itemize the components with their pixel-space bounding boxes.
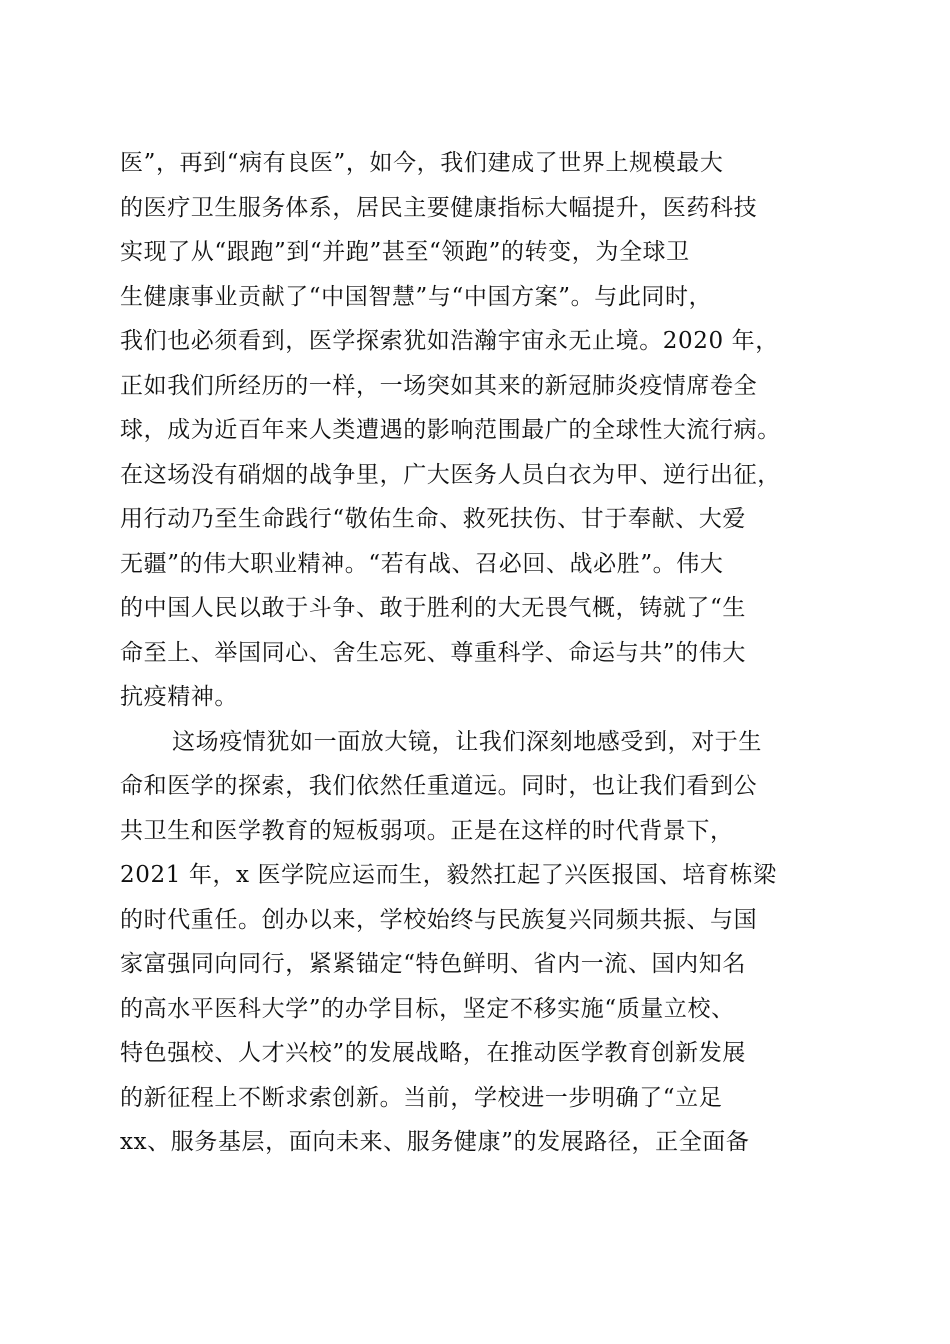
text-line: 生健康事业贡献了“中国智慧”与“中国方案”。与此同时，: [120, 283, 713, 310]
text-line: 的高水平医科大学”的办学目标，坚定不移实施“质量立校、: [120, 995, 735, 1022]
text-line: 正如我们所经历的一样，一场突如其来的新冠肺炎疫情席卷全: [120, 372, 758, 399]
text-line: 2021 年，x 医学院应运而生，毅然扛起了兴医报国、培育栋梁: [120, 862, 777, 888]
text-line: 无疆”的伟大职业精神。“若有战、召必回、战必胜”。伟大: [120, 550, 724, 577]
text-line: [120, 1165, 834, 1210]
text-line: 命至上、举国同心、舍生忘死、尊重科学、命运与共”的伟大: [120, 639, 746, 666]
text-line: 这场疫情犹如一面放大镜，让我们深刻地感受到，对于生: [172, 728, 762, 755]
paragraph-2: [120, 720, 834, 1210]
document-body: [120, 141, 834, 1209]
text-line: 抗疫精神。: [120, 684, 238, 710]
text-line: 医”，再到“病有良医”，如今，我们建成了世界上规模最大: [120, 150, 724, 176]
text-line: 实现了从“跟跑”到“并跑”甚至“领跑”的转变，为全球卫: [120, 239, 690, 265]
text-line: 球，成为近百年来人类遭遇的影响范围最广的全球性大流行病。: [120, 417, 781, 443]
text-line: xx、服务基层，面向未来、服务健康”的发展路径，正全面备: [120, 1129, 750, 1155]
text-line: 的新征程上不断求索创新。当前，学校进一步明确了“立足: [120, 1084, 723, 1111]
text-line: 的医疗卫生服务体系，居民主要健康指标大幅提升，医药科技: [120, 194, 758, 221]
text-line: 家富强同向同行，紧紧锚定“特色鲜明、省内一流、国内知名: [120, 951, 746, 977]
text-line: 我们也必须看到，医学探索犹如浩瀚宇宙永无止境。2020 年，: [120, 328, 779, 354]
text-line: 特色强校、人才兴校”的发展战略，在推动医学教育创新发展: [120, 1040, 746, 1066]
text-line: 命和医学的探索，我们依然任重道远。同时，也让我们看到公: [120, 773, 758, 799]
text-line: 的时代重任。创办以来，学校始终与民族复兴同频共振、与国: [120, 906, 758, 933]
text-line: 共卫生和医学教育的短板弱项。正是在这样的时代背景下，: [120, 817, 734, 844]
text-line: 用行动乃至生命践行“敬佑生命、救死扶伤、甘于奉献、大爱: [120, 506, 746, 532]
paragraph-1: [120, 141, 834, 720]
text-line: 在这场没有硝烟的战争里，广大医务人员白衣为甲、逆行出征，: [120, 461, 781, 488]
text-line: 的中国人民以敢于斗争、敢于胜利的大无畏气概，铸就了“生: [120, 595, 746, 621]
